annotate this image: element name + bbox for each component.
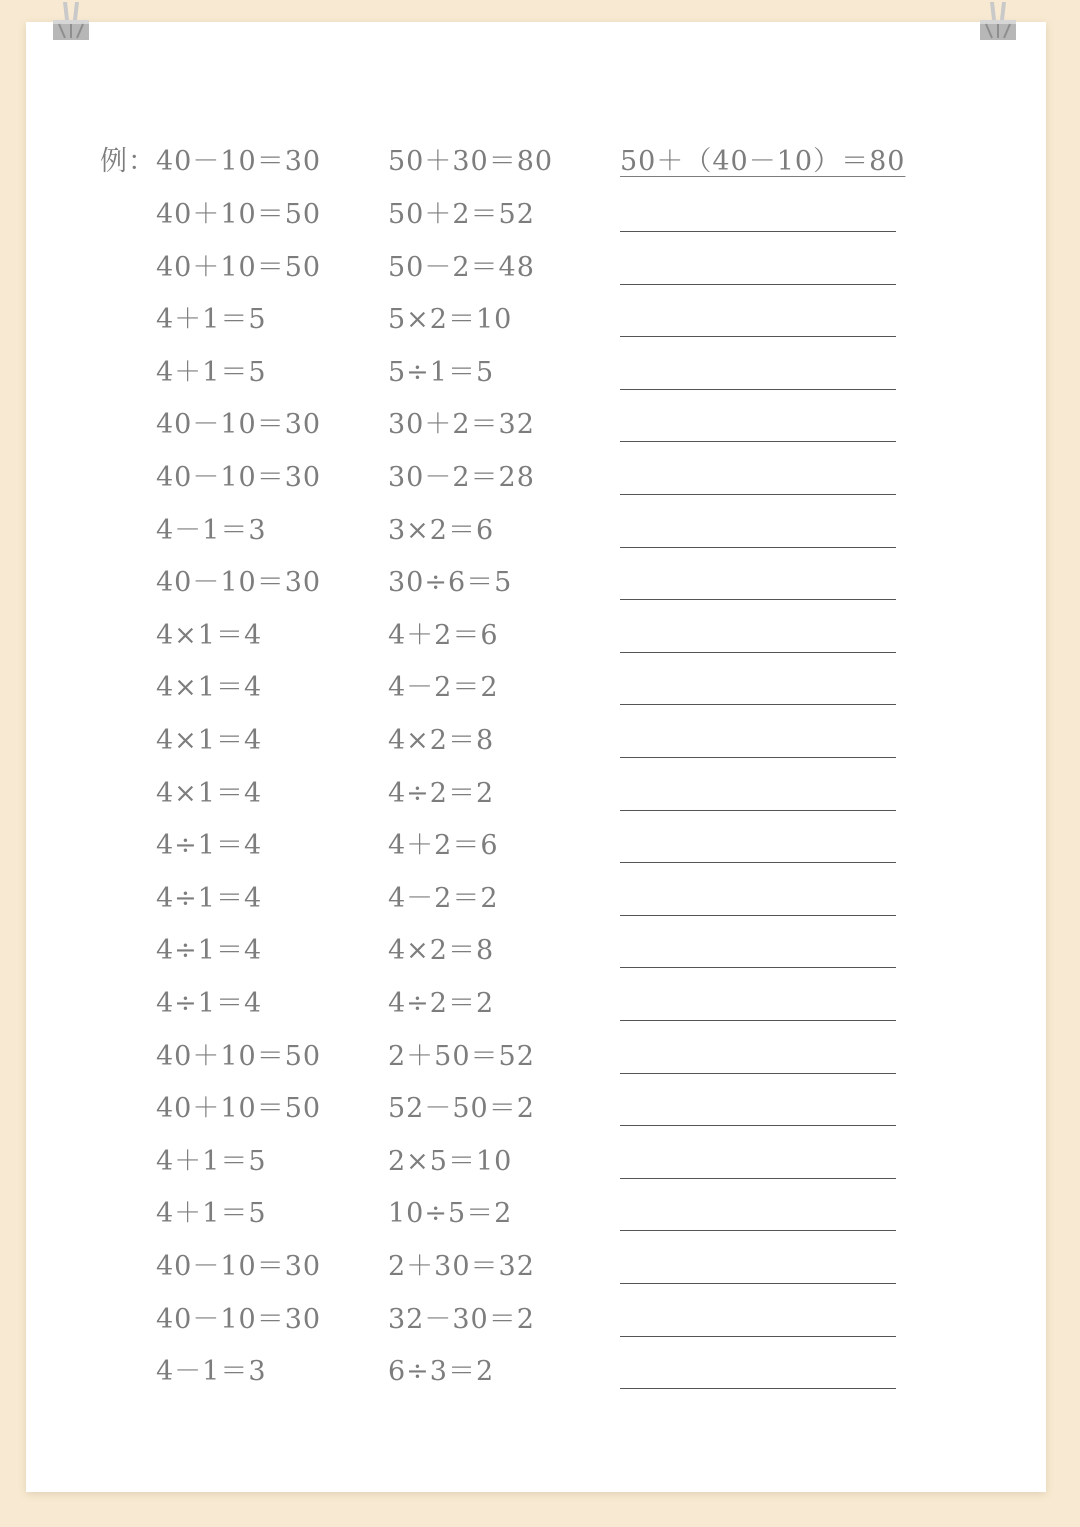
exercise-row <box>0 1241 1080 1293</box>
exercise-row <box>0 1346 1080 1398</box>
answer-blank-line[interactable] <box>620 810 896 811</box>
equation-1: 4×1＝4 <box>156 619 263 651</box>
exercise-row <box>0 925 1080 977</box>
equation-1: 4＋1＝5 <box>156 1198 267 1230</box>
example-equation-2: 50＋30＝80 <box>388 146 554 177</box>
equation-1: 4－1＝3 <box>156 1356 267 1388</box>
example-equation-1: 40－10＝30 <box>156 146 322 177</box>
answer-blank-line[interactable] <box>620 915 896 916</box>
answer-blank-line[interactable] <box>620 1283 896 1284</box>
equation-2: 5×2＝10 <box>388 304 513 336</box>
answer-blank-line[interactable] <box>620 599 896 600</box>
equation-1: 40＋10＝50 <box>156 199 322 230</box>
equation-1: 40－10＝30 <box>156 462 322 493</box>
equation-2: 4＋2＝6 <box>388 619 499 651</box>
answer-blank-line[interactable] <box>620 441 896 442</box>
equation-1: 4－1＝3 <box>156 514 267 546</box>
exercise-row <box>0 768 1080 820</box>
equation-1: 4÷1＝4 <box>156 830 263 862</box>
equation-1: 4＋1＝5 <box>156 356 267 388</box>
answer-blank-line[interactable] <box>620 1125 896 1126</box>
equation-1: 40－10＝30 <box>156 1303 322 1335</box>
exercise-row <box>0 1031 1080 1083</box>
equation-2: 4×2＝8 <box>388 935 495 967</box>
equation-1: 4＋1＝5 <box>156 1145 267 1177</box>
equation-1: 4×1＝4 <box>156 777 263 809</box>
exercise-row <box>0 399 1080 451</box>
exercise-row <box>0 715 1080 767</box>
equation-1: 4÷1＝4 <box>156 882 263 914</box>
answer-blank-line[interactable] <box>620 757 896 758</box>
answer-blank-line[interactable] <box>620 1336 896 1337</box>
answer-blank-line[interactable] <box>620 389 896 390</box>
answer-blank-line[interactable] <box>620 1073 896 1074</box>
equation-1: 4×1＝4 <box>156 672 263 704</box>
equation-1: 40－10＝30 <box>156 567 322 599</box>
equation-2: 50＋2＝52 <box>388 199 535 230</box>
equation-2: 4－2＝2 <box>388 672 499 704</box>
equation-2: 4×2＝8 <box>388 725 495 756</box>
equation-2: 52－50＝2 <box>388 1093 535 1125</box>
equation-2: 3×2＝6 <box>388 514 495 546</box>
exercise-row <box>0 294 1080 346</box>
equation-2: 30－2＝28 <box>388 462 535 493</box>
answer-blank-line[interactable] <box>620 704 896 705</box>
equation-2: 4÷2＝2 <box>388 988 495 1019</box>
equation-2: 30＋2＝32 <box>388 409 535 441</box>
exercise-row <box>0 1136 1080 1188</box>
equation-1: 4÷1＝4 <box>156 935 263 967</box>
exercise-row <box>0 662 1080 714</box>
exercise-row <box>0 873 1080 925</box>
exercise-row <box>0 610 1080 662</box>
answer-blank-line[interactable] <box>620 1230 896 1231</box>
exercise-row <box>0 505 1080 557</box>
equation-2: 5÷1＝5 <box>388 356 495 388</box>
answer-blank-line[interactable] <box>620 1178 896 1179</box>
binder-clip-icon <box>49 0 93 44</box>
equation-2: 10÷5＝2 <box>388 1198 513 1230</box>
answer-blank-line[interactable] <box>620 547 896 548</box>
answer-blank-line[interactable] <box>620 1388 896 1389</box>
exercise-row <box>0 189 1080 241</box>
equation-1: 40＋10＝50 <box>156 251 322 283</box>
equation-2: 2＋50＝52 <box>388 1040 535 1072</box>
answer-blank-line[interactable] <box>620 1020 896 1021</box>
equation-1: 40－10＝30 <box>156 1251 322 1282</box>
equation-1: 40－10＝30 <box>156 409 322 441</box>
exercise-row <box>0 347 1080 399</box>
answer-blank-line[interactable] <box>620 231 896 232</box>
equation-2: 50－2＝48 <box>388 251 535 283</box>
equation-2: 2＋30＝32 <box>388 1251 535 1282</box>
answer-blank-line[interactable] <box>620 284 896 285</box>
equation-2: 30÷6＝5 <box>388 567 513 599</box>
binder-clip-icon <box>976 0 1020 44</box>
equation-2: 6÷3＝2 <box>388 1356 495 1388</box>
equation-2: 4－2＝2 <box>388 882 499 914</box>
equation-1: 40＋10＝50 <box>156 1093 322 1125</box>
equation-2: 4＋2＝6 <box>388 830 499 862</box>
example-combined-answer: 50＋（40－10）＝80 <box>620 146 906 177</box>
equation-2: 32－30＝2 <box>388 1303 535 1335</box>
exercise-row <box>0 452 1080 504</box>
equation-2: 2×5＝10 <box>388 1145 513 1177</box>
exercise-row <box>0 1188 1080 1240</box>
equation-2: 4÷2＝2 <box>388 777 495 809</box>
exercise-row <box>0 820 1080 872</box>
equation-1: 4÷1＝4 <box>156 988 263 1019</box>
equation-1: 4×1＝4 <box>156 725 263 756</box>
exercise-row <box>0 242 1080 294</box>
equation-1: 40＋10＝50 <box>156 1040 322 1072</box>
answer-blank-line[interactable] <box>620 494 896 495</box>
answer-blank-line[interactable] <box>620 967 896 968</box>
exercise-row <box>0 978 1080 1030</box>
exercise-row <box>0 1294 1080 1346</box>
example-row <box>0 136 1080 188</box>
answer-blank-line[interactable] <box>620 652 896 653</box>
exercise-row <box>0 1083 1080 1135</box>
answer-blank-line[interactable] <box>620 862 896 863</box>
equation-1: 4＋1＝5 <box>156 304 267 336</box>
exercise-row <box>0 557 1080 609</box>
answer-blank-line[interactable] <box>620 336 896 337</box>
example-label: 例： <box>100 146 156 177</box>
